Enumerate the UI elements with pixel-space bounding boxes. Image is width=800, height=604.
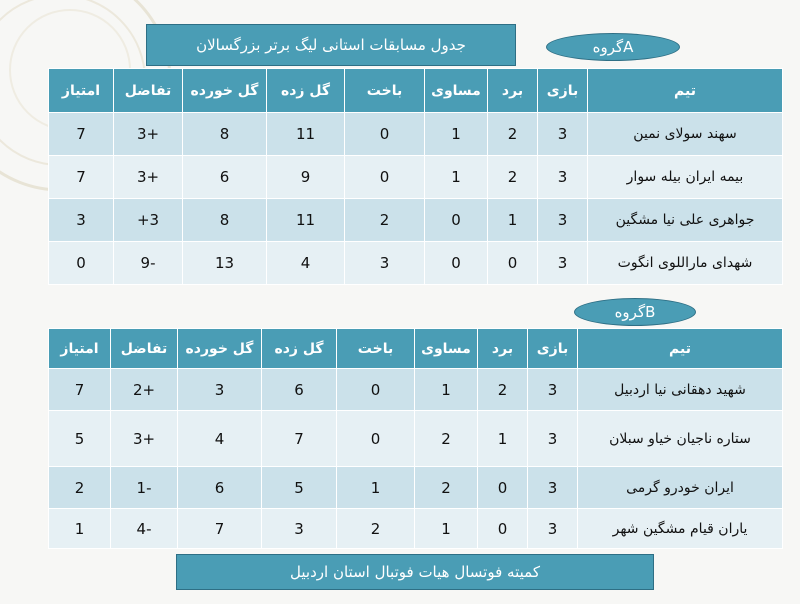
cell-wins: 2 — [488, 156, 538, 199]
column-header-draws: مساوی — [425, 69, 488, 113]
cell-played: 3 — [528, 411, 578, 467]
cell-team: ایران خودرو گرمی — [578, 467, 783, 509]
cell-wins: 0 — [478, 509, 528, 549]
cell-team: جواهری علی نیا مشگین — [588, 199, 783, 242]
column-header-played: بازی — [538, 69, 588, 113]
column-header-team: تیم — [588, 69, 783, 113]
cell-losses: 0 — [345, 156, 425, 199]
cell-draws: 0 — [425, 242, 488, 285]
table-row — [49, 369, 783, 411]
cell-wins: 1 — [488, 199, 538, 242]
cell-goal-difference: 3+ — [114, 199, 183, 242]
cell-losses: 2 — [337, 509, 415, 549]
group-b-header-row — [49, 329, 783, 369]
cell-draws: 1 — [425, 113, 488, 156]
cell-losses: 0 — [345, 113, 425, 156]
column-header-wins: برد — [488, 69, 538, 113]
cell-losses: 0 — [337, 411, 415, 467]
cell-team: بیمه ایران بیله سوار — [588, 156, 783, 199]
cell-played: 3 — [528, 369, 578, 411]
cell-goal-difference: +3 — [114, 113, 183, 156]
column-header-losses: باخت — [337, 329, 415, 369]
table-row — [49, 509, 783, 549]
column-header-wins: برد — [478, 329, 528, 369]
cell-draws: 1 — [415, 369, 478, 411]
cell-goals-for: 4 — [267, 242, 345, 285]
cell-draws: 2 — [415, 467, 478, 509]
cell-played: 3 — [538, 113, 588, 156]
cell-wins: 1 — [478, 411, 528, 467]
cell-points: 3 — [49, 199, 114, 242]
cell-goals-against: 8 — [183, 113, 267, 156]
cell-points: 0 — [49, 242, 114, 285]
column-header-goals-for: گل زده — [262, 329, 337, 369]
cell-team: سهند سولای نمین — [588, 113, 783, 156]
column-header-goals-against: گل خورده — [183, 69, 267, 113]
cell-points: 7 — [49, 156, 114, 199]
cell-goals-against: 3 — [178, 369, 262, 411]
cell-played: 3 — [528, 509, 578, 549]
cell-played: 3 — [538, 242, 588, 285]
column-header-losses: باخت — [345, 69, 425, 113]
cell-goal-difference: +2 — [111, 369, 178, 411]
group-a-body — [49, 113, 783, 285]
cell-losses: 0 — [337, 369, 415, 411]
footer-banner: کمیته فوتسال هیات فوتبال استان اردبیل — [176, 554, 654, 590]
cell-points: 1 — [49, 509, 111, 549]
cell-goals-against: 8 — [183, 199, 267, 242]
group-a-badge: گروهA — [546, 33, 680, 61]
cell-played: 3 — [538, 199, 588, 242]
cell-team: شهید دهقانی نیا اردبیل — [578, 369, 783, 411]
column-header-played: بازی — [528, 329, 578, 369]
cell-played: 3 — [538, 156, 588, 199]
cell-goals-for: 11 — [267, 199, 345, 242]
group-a-table — [48, 68, 783, 285]
page-title: جدول مسابقات استانی لیگ برتر بزرگسالان — [146, 24, 516, 66]
cell-goals-against: 6 — [178, 467, 262, 509]
column-header-goals-for: گل زده — [267, 69, 345, 113]
cell-team: ستاره ناجیان خیاو سبلان — [578, 411, 783, 467]
cell-draws: 2 — [415, 411, 478, 467]
cell-wins: 2 — [478, 369, 528, 411]
cell-goals-for: 3 — [262, 509, 337, 549]
cell-goal-difference: -1 — [111, 467, 178, 509]
table-row — [49, 156, 783, 199]
column-header-goal-difference: تفاضل — [111, 329, 178, 369]
cell-draws: 0 — [425, 199, 488, 242]
column-header-draws: مساوی — [415, 329, 478, 369]
column-header-goal-difference: تفاضل — [114, 69, 183, 113]
cell-goals-for: 5 — [262, 467, 337, 509]
cell-team: یاران قیام مشگین شهر — [578, 509, 783, 549]
cell-goals-against: 4 — [178, 411, 262, 467]
cell-losses: 1 — [337, 467, 415, 509]
column-header-points: امتیاز — [49, 329, 111, 369]
cell-goal-difference: +3 — [114, 156, 183, 199]
cell-goal-difference: +3 — [111, 411, 178, 467]
table-row — [49, 467, 783, 509]
column-header-points: امتیاز — [49, 69, 114, 113]
cell-goal-difference: -4 — [111, 509, 178, 549]
cell-team: شهدای ماراللوی انگوت — [588, 242, 783, 285]
cell-goals-for: 11 — [267, 113, 345, 156]
cell-goal-difference: -9 — [114, 242, 183, 285]
table-row — [49, 242, 783, 285]
cell-wins: 0 — [488, 242, 538, 285]
table-row — [49, 113, 783, 156]
table-row — [49, 199, 783, 242]
group-b-body — [49, 369, 783, 549]
column-header-goals-against: گل خورده — [178, 329, 262, 369]
cell-losses: 2 — [345, 199, 425, 242]
cell-goals-for: 9 — [267, 156, 345, 199]
cell-goals-for: 6 — [262, 369, 337, 411]
cell-goals-against: 7 — [178, 509, 262, 549]
cell-wins: 0 — [478, 467, 528, 509]
cell-points: 2 — [49, 467, 111, 509]
cell-losses: 3 — [345, 242, 425, 285]
cell-draws: 1 — [425, 156, 488, 199]
cell-goals-for: 7 — [262, 411, 337, 467]
group-b-badge: گروهB — [574, 298, 696, 326]
group-a-header-row — [49, 69, 783, 113]
cell-wins: 2 — [488, 113, 538, 156]
cell-goals-against: 6 — [183, 156, 267, 199]
table-row — [49, 411, 783, 467]
column-header-team: تیم — [578, 329, 783, 369]
cell-goals-against: 13 — [183, 242, 267, 285]
cell-points: 7 — [49, 369, 111, 411]
group-b-table — [48, 328, 783, 549]
cell-draws: 1 — [415, 509, 478, 549]
cell-points: 7 — [49, 113, 114, 156]
cell-played: 3 — [528, 467, 578, 509]
cell-points: 5 — [49, 411, 111, 467]
